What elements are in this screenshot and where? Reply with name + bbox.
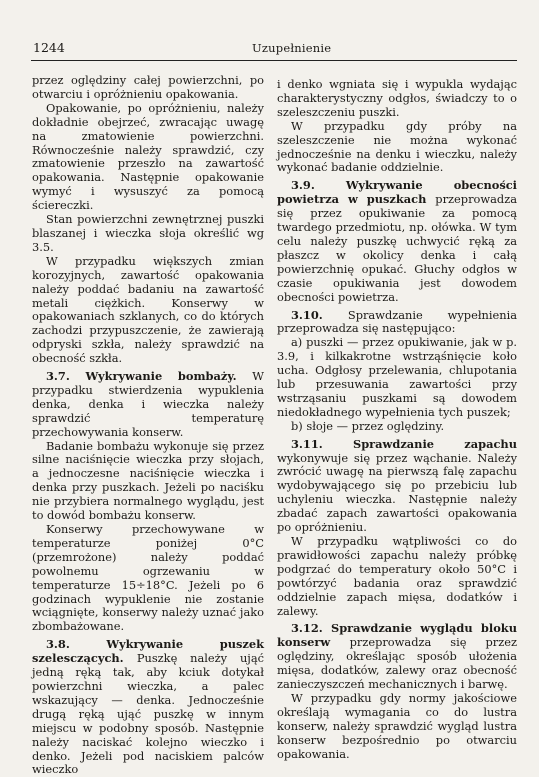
section-number: 3.8. [46,637,107,652]
paragraph: W przypadku wątpliwości co do prawidłowości zapachu należy próbkę podgrzać do temperatury około 50°C i powtórzyć badania oraz sprawdzić oddzielnie zapach mięsa, dodatków i zalewy. [277,534,517,618]
page-number: 1244 [33,40,65,55]
section-title: Sprawdzanie wyglądu bloku konserw [277,621,517,650]
paragraph: Stan powierzchni zewnętrznej puszki blaszanej i wieczka słoja określić wg 3.5. [32,212,264,254]
section-number: 3.10. [291,307,348,322]
section-title: Wykrywanie bombaży. [85,369,253,384]
paragraph: W przypadku większych zmian korozyjnych, zawartość opakowania należy poddać badaniu na zawartość metali ciężkich. Konserwy w opakowaniach szklanych, co do których zachodzi przypuszczenie, że zawierają odpryski szkła, należy sprawdzić na obecność szkła. [32,253,264,366]
section-title: Wykrywanie puszek szelesczących. [32,637,265,666]
section-title: Sprawdzanie zapachu [352,436,517,451]
section-paragraph [32,638,264,777]
paragraph: W przypadku gdy normy jakościowe określają wymagania co do lustra konserw, należy sprawdzić wygląd lustra konserw bezpośrednio po otwarciu opakowania. [277,690,517,761]
right-column [277,78,517,762]
section-number: 3.9. [291,178,346,193]
paragraph: Badanie bombażu wykonuje się przez silne naciśnięcie wieczka przy słojach, a jednoczesne naciśnięcie wieczka i denka przy puszkach. Jeżeli po naciśku nie przybiera normalnego wyglądu, jest to dowód bombażu konserw. [32,438,264,523]
section-number: 3.12. [291,621,331,636]
paragraph: Opakowanie, po opróżnieniu, należy dokładnie obejrzeć, zwracając uwagę na zmatowienie powierzchni. Równocześnie należy sprawdzić, czy zmatowienie przeszło na zawartość opakowania. Następnie opakowanie wymyć i wysuszyć za pomocą ściereczki. [32,100,264,213]
paragraph: Konserwy przechowywane w temperaturze poniżej 0°C (przemrożone) należy poddać powolnemu ogrzewaniu w temperaturze 15÷18°C. Jeżeli po 6 godzinach wypuklenie nie zostanie wciągnięte, konserwy należy uznać jako zbombażowane. [32,522,264,634]
list-item: b) słoje — przez oględziny. [291,418,445,433]
running-title: Uzupełnienie [252,41,332,55]
continued-paragraph: przez oględziny całej powierzchni, po otwarciu i opróżnieniu opakowania. [32,73,264,101]
section-text: wykonywuje się przez wąchanie. Należy zwrócić uwagę na pierwszą falę zapachu wydobywającego się po przebiciu lub uchyleniu wieczka. Następnie należy zbadać zapach zawartości opakowania po opróżnieniu. [277,450,517,535]
section-paragraph [277,179,517,304]
section-paragraph [277,309,517,337]
section-paragraph [277,622,517,692]
section-title: Wykrywanie obecności powietrza w puszkach [277,178,518,207]
section-text: Puszkę należy ująć jedną ręką tak, aby kciuk dotykał powierzchni wieczka, a palec wskazujący — denka. Jednocześnie drugą ręką ująć puszkę w innym miejscu w podobny sposób. Następnie należy naciskać kolejno wieczko i denko. Jeżeli pod naciskiem palców wieczko [32,651,264,777]
section-number: 3.7. [46,369,86,384]
left-column [32,74,264,777]
continued-paragraph: i denko wgniata się i wypukla wydając charakterystyczny odgłos, świadczy to o szeleszczeniu puszki. [277,77,517,119]
section-text: Sprawdzanie wypełnienia przeprowadza się następująco: [277,307,517,336]
header-rule [31,60,517,61]
section-text: W przypadku stwierdzenia wypuklenia denka, denka i wieczka należy sprawdzić temperaturę przechowywania konserw. [32,369,265,439]
section-text: przeprowadza się przez oględziny, określając sposób ułożenia mięsa, dodatków, zalewy oraz obecność zanieczyszczeń mechanicznych i barwę. [277,635,517,692]
section-text: przeprowadza się przez opukiwanie za pomocą twardego przedmiotu, np. ołówka. W tym celu należy puszkę uchwycić ręką za płaszcz w okolicy denka i całą powierzchnię opukać. Głuchy odgłos w czasie opukiwania jest dowodem obecności powietrza. [277,192,517,304]
section-paragraph [277,438,517,535]
section-paragraph [32,370,264,440]
section-number: 3.11. [291,436,353,451]
paragraph: W przypadku gdy próby na szeleszczenie nie można wykonać jednocześnie na denku i wieczku, należy wykonać badanie oddzielnie. [277,118,517,175]
list-item: a) puszki — przez opukiwanie, jak w p. 3.9, i kilkakrotne wstrząśnięcie koło ucha. Odgłosy przelewania, chlupotania lub przesuwania zawartości przy wstrząsaniu puszkami są dowodem niedokładnego wypełnienia tych puszek; [277,335,517,419]
